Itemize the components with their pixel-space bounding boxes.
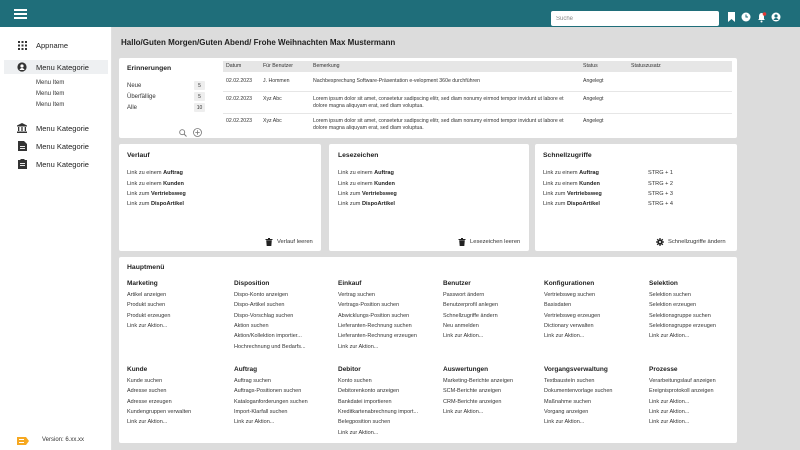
user-icon[interactable] xyxy=(770,11,782,23)
link-target: Kunden xyxy=(374,181,395,187)
menu-item-link[interactable]: Link zur Aktion... xyxy=(127,419,168,426)
menu-item-link[interactable]: Import-Klarfall suchen xyxy=(234,408,288,415)
menu-section-heading: Einkauf xyxy=(338,280,362,287)
menu-item-link[interactable]: Link zur Aktion... xyxy=(649,398,690,405)
menu-section-heading: Disposition xyxy=(234,280,270,287)
trash-icon xyxy=(265,238,273,246)
menu-item-link[interactable]: Link zur Aktion... xyxy=(649,408,690,415)
trash-icon xyxy=(458,238,466,246)
cell-note: Lorem ipsum dolor sit amet, consetetur sadipscing elitr, sed diam nonumy eirmod tempor invidunt ut labore et dolore magna aliquyam erat, sed diam voluptua. xyxy=(313,118,564,131)
menu-item-link[interactable]: Selektion erzeugen xyxy=(649,302,697,309)
clear-history-button[interactable] xyxy=(265,238,313,246)
column-header[interactable]: Status xyxy=(583,63,598,69)
sidebar xyxy=(0,27,112,450)
quick-access-link[interactable] xyxy=(543,191,602,197)
menu-item-link[interactable]: Link zur Aktion... xyxy=(338,343,379,350)
table-row[interactable] xyxy=(223,115,732,136)
button-label: Lesezeichen leeren xyxy=(470,239,521,245)
menu-item-link[interactable]: Dispo-Konto anzeigen xyxy=(234,292,289,298)
keyboard-shortcut: STRG + 3 xyxy=(648,191,674,197)
menu-item-link[interactable]: Vertriebsweg suchen xyxy=(544,292,596,298)
reminder-filter-overdue[interactable] xyxy=(127,92,205,101)
menu-item-link[interactable]: Link zur Aktion... xyxy=(649,419,690,426)
filter-label: Alle xyxy=(127,104,138,111)
menu-item-link[interactable]: Dictionary verwalten xyxy=(544,322,594,329)
main-menu-title: Hauptmenü xyxy=(127,264,165,271)
sidebar-item-category-2[interactable] xyxy=(17,121,89,135)
reminder-filter-new[interactable] xyxy=(127,81,205,90)
menu-item-link[interactable]: Selektionsgruppe suchen xyxy=(649,312,711,319)
quick-access-link[interactable] xyxy=(543,181,600,187)
menu-item-link[interactable]: Konto suchen xyxy=(338,378,372,384)
menu-item-link[interactable]: Basisdaten xyxy=(544,302,572,309)
menu-item-link[interactable]: Link zur Aktion... xyxy=(649,333,690,340)
sidebar-subitem[interactable]: Menu Item xyxy=(36,102,65,108)
sidebar-item-category-4[interactable] xyxy=(17,157,89,171)
menu-item-link[interactable]: Link zur Aktion... xyxy=(544,333,585,340)
sidebar-subitem[interactable]: Menu Item xyxy=(36,80,65,86)
history-link[interactable] xyxy=(127,191,186,197)
page-title: Hallo/Guten Morgen/Guten Abend/ Frohe Weihnachten Max Mustermann xyxy=(121,38,396,47)
menu-item-link[interactable]: Dokumentenvorlage suchen xyxy=(544,388,613,395)
menu-item-link[interactable]: Benutzerprofil anlegen xyxy=(443,302,499,309)
filter-label: Neue xyxy=(127,82,142,89)
top-bar xyxy=(0,0,800,27)
version-text: Version: 6.xx.xx xyxy=(42,437,85,443)
menu-section-heading: Marketing xyxy=(127,280,158,287)
link-target: Auftrag xyxy=(579,170,599,176)
link-prefix: Link zu einem xyxy=(543,181,580,187)
menu-item-link[interactable]: Link zur Aktion... xyxy=(544,419,585,426)
search-input[interactable] xyxy=(551,11,719,26)
history-link[interactable] xyxy=(127,181,184,187)
link-target: DispoArtikel xyxy=(566,201,600,207)
keyboard-shortcut: STRG + 2 xyxy=(648,181,674,187)
menu-item-link[interactable]: Bankdatei importieren xyxy=(338,398,392,405)
menu-item-link[interactable]: SCM-Berichte anzeigen xyxy=(443,388,502,395)
version-info xyxy=(17,434,84,446)
document-icon xyxy=(17,141,27,151)
link-prefix: Link zum xyxy=(543,201,567,207)
bookmark-link[interactable] xyxy=(338,201,395,207)
menu-item-link[interactable]: Selektion suchen xyxy=(649,292,691,298)
bookmark-link[interactable] xyxy=(338,181,395,187)
link-target: Kunden xyxy=(579,181,600,187)
clear-bookmarks-button[interactable] xyxy=(458,238,520,246)
menu-item-link[interactable]: Vertrags-Position suchen xyxy=(338,302,400,309)
menu-item-link[interactable]: Neu anmelden xyxy=(443,322,479,329)
menu-section-heading: Auswertungen xyxy=(443,366,489,373)
menu-item-link[interactable]: Belegposition suchen xyxy=(338,419,391,426)
menu-item-link[interactable]: Kreditkartenabrechnung import... xyxy=(338,408,419,415)
link-target: Vertriebsweg xyxy=(361,191,397,197)
quick-access-link[interactable] xyxy=(543,201,600,207)
menu-item-link[interactable]: CRM-Berichte anzeigen xyxy=(443,398,502,405)
menu-item-link[interactable]: Dispo-Artikel suchen xyxy=(234,302,285,309)
menu-item-link[interactable]: Vertriebsweg erzeugen xyxy=(544,312,601,319)
grid-icon xyxy=(17,40,27,50)
notification-bell-icon[interactable] xyxy=(755,11,767,23)
bookmark-icon[interactable] xyxy=(725,11,737,23)
bookmarks-title: Lesezeichen xyxy=(338,152,379,159)
bookmark-link[interactable] xyxy=(338,170,394,176)
clock-icon[interactable] xyxy=(740,11,752,23)
hamburger-menu-icon[interactable] xyxy=(14,9,27,19)
bookmark-link[interactable] xyxy=(338,191,397,197)
reminders-table-header xyxy=(223,61,732,72)
header-icons xyxy=(725,11,782,23)
cell-date: 02.02.2023 xyxy=(226,78,252,84)
sidebar-app-name[interactable] xyxy=(17,38,68,52)
menu-item-link[interactable]: Produkt erzeugen xyxy=(127,312,171,319)
keyboard-shortcut: STRG + 4 xyxy=(648,201,674,207)
menu-item-link[interactable]: Link zur Aktion... xyxy=(443,333,484,340)
link-target: Vertriebsweg xyxy=(150,191,186,197)
menu-item-link[interactable]: Produkt suchen xyxy=(127,302,166,309)
table-row[interactable] xyxy=(223,73,732,92)
cell-status: Angelegt xyxy=(583,96,604,102)
column-header[interactable]: Bemerkung xyxy=(313,63,340,69)
bank-icon xyxy=(17,123,27,133)
link-prefix: Link zum xyxy=(543,191,567,197)
sidebar-item-label: Menu Kategorie xyxy=(36,62,89,72)
menu-item-link[interactable]: Kunde suchen xyxy=(127,378,163,384)
reminder-filter-all[interactable] xyxy=(127,103,205,112)
menu-section-heading: Kunde xyxy=(127,366,148,373)
menu-section-heading: Auftrag xyxy=(234,366,258,373)
filter-count: 10 xyxy=(194,103,205,112)
filter-count: 5 xyxy=(194,81,205,90)
link-prefix: Link zu einem xyxy=(127,170,164,176)
table-row[interactable] xyxy=(223,93,732,114)
menu-item-link[interactable]: Verarbeitungslauf anzeigen xyxy=(649,378,716,384)
button-label: Schnellzugriffe ändern xyxy=(668,239,726,245)
menu-item-link[interactable]: Hochrechnung und Bedarfs... xyxy=(234,343,306,350)
menu-item-link[interactable]: Kataloganforderungen suchen xyxy=(234,398,308,405)
cell-note: Lorem ipsum dolor sit amet, consetetur sadipscing elitr, sed diam nonumy eirmod tempor invidunt ut labore et dolore magna aliquyam erat, sed diam voluptua. xyxy=(313,96,564,109)
menu-item-link[interactable]: Auftrags-Positionen suchen xyxy=(234,388,302,395)
cell-user: Xyz Abc xyxy=(263,118,282,124)
column-header[interactable]: Statuszusatz xyxy=(631,63,661,69)
column-header[interactable]: Datum xyxy=(226,63,242,69)
menu-item-link[interactable]: Ereignisprotokoll anzeigen xyxy=(649,388,714,395)
history-card xyxy=(119,144,321,251)
cell-date: 02.02.2023 xyxy=(226,96,252,102)
menu-item-link[interactable]: Adresse erzeugen xyxy=(127,398,172,405)
account-circle-icon xyxy=(17,62,27,72)
menu-item-link[interactable]: Link zur Aktion... xyxy=(338,429,379,436)
link-prefix: Link zu einem xyxy=(338,181,375,187)
cell-user: J. Hommen xyxy=(263,78,290,84)
sidebar-item-category-3[interactable] xyxy=(17,139,89,153)
menu-item-link[interactable]: Marketing-Berichte anzeigen xyxy=(443,378,514,384)
menu-item-link[interactable]: Passwort ändern xyxy=(443,292,485,298)
menu-item-link[interactable]: Dispo-Vorschlag suchen xyxy=(234,312,294,319)
menu-item-link[interactable]: Abwicklungs-Position suchen xyxy=(338,312,410,319)
sidebar-subitem[interactable]: Menu Item xyxy=(36,91,65,97)
link-target: Auftrag xyxy=(163,170,183,176)
menu-item-link[interactable]: Debitorenkonto anzeigen xyxy=(338,388,400,395)
menu-item-link[interactable]: Adresse suchen xyxy=(127,388,167,395)
link-prefix: Link zu einem xyxy=(338,170,375,176)
link-prefix: Link zum xyxy=(127,201,151,207)
brand-logo-icon xyxy=(17,434,29,446)
app-name: Appname xyxy=(36,40,69,50)
quick-access-card xyxy=(535,144,737,251)
edit-quick-access-button[interactable] xyxy=(656,238,726,246)
sidebar-item-label: Menu Kategorie xyxy=(36,123,89,133)
link-prefix: Link zum xyxy=(127,191,151,197)
link-prefix: Link zum xyxy=(338,201,362,207)
sidebar-item-label: Menu Kategorie xyxy=(36,141,89,151)
link-target: Auftrag xyxy=(374,170,394,176)
menu-item-link[interactable]: Artikel anzeigen xyxy=(127,292,167,298)
clipboard-icon xyxy=(17,159,27,169)
menu-item-link[interactable]: Vertrag suchen xyxy=(338,292,375,298)
menu-item-link[interactable]: Aktion suchen xyxy=(234,322,269,329)
menu-item-link[interactable]: Link zur Aktion... xyxy=(443,408,484,415)
menu-item-link[interactable]: Kundengruppen verwalten xyxy=(127,408,192,415)
menu-item-link[interactable]: Aktion/Kollektion importier... xyxy=(234,333,302,340)
quick-access-title: Schnellzugriffe xyxy=(543,152,592,159)
menu-item-link[interactable]: Link zur Aktion... xyxy=(234,419,275,426)
menu-item-link[interactable]: Auftrag suchen xyxy=(234,378,271,384)
gear-icon xyxy=(656,238,664,246)
link-target: Kunden xyxy=(163,181,184,187)
history-link[interactable] xyxy=(127,170,183,176)
history-title: Verlauf xyxy=(127,152,150,159)
quick-access-link[interactable] xyxy=(543,170,599,176)
add-circle-icon[interactable] xyxy=(193,124,202,142)
sidebar-item-label: Menu Kategorie xyxy=(36,159,89,169)
main-menu-card xyxy=(119,257,737,443)
menu-item-link[interactable]: Textbausteín suchen xyxy=(544,378,595,384)
link-prefix: Link zum xyxy=(338,191,362,197)
link-target: DispoArtikel xyxy=(361,201,395,207)
menu-item-link[interactable]: Lieferanten-Rechnung erzeugen xyxy=(338,333,417,340)
link-target: DispoArtikel xyxy=(150,201,184,207)
history-link[interactable] xyxy=(127,201,184,207)
bookmarks-card xyxy=(329,144,529,251)
link-prefix: Link zu einem xyxy=(127,181,164,187)
menu-item-link[interactable]: Vorgang anzeigen xyxy=(544,408,589,415)
menu-item-link[interactable]: Link zur Aktion... xyxy=(127,322,168,329)
cell-user: Xyz Abc xyxy=(263,96,282,102)
menu-section-heading: Vorgangsverwaltung xyxy=(544,366,608,373)
menu-section-heading: Prozesse xyxy=(649,366,678,373)
link-target: Vertriebsweg xyxy=(566,191,602,197)
menu-section-heading: Konfigurationen xyxy=(544,280,595,287)
menu-item-link[interactable]: Schnellzugriffe ändern xyxy=(443,312,498,319)
menu-item-link[interactable]: Selektionsgruppe erzeugen xyxy=(649,322,716,329)
cell-date: 02.02.2023 xyxy=(226,118,252,124)
cell-status: Angelegt xyxy=(583,118,604,124)
menu-section-heading: Benutzer xyxy=(443,280,471,287)
sidebar-item-category-1[interactable] xyxy=(17,60,89,74)
menu-item-link[interactable]: Maßnahme suchen xyxy=(544,398,592,405)
filter-count: 5 xyxy=(194,92,205,101)
filter-label: Überfällige xyxy=(127,93,156,100)
link-prefix: Link zu einem xyxy=(543,170,580,176)
column-header[interactable]: Für Benutzer xyxy=(263,63,293,69)
cell-status: Angelegt xyxy=(583,78,604,84)
menu-item-link[interactable]: Lieferanten-Rechnung suchen xyxy=(338,322,412,329)
cell-note: Nachbesprechung Software-Präsentation e-velopment 360e durchführen xyxy=(313,78,480,84)
menu-section-heading: Selektion xyxy=(649,280,678,287)
button-label: Verlauf leeren xyxy=(277,239,313,245)
reminders-title: Erinnerungen xyxy=(127,65,172,72)
keyboard-shortcut: STRG + 1 xyxy=(648,170,674,176)
search-icon[interactable] xyxy=(179,124,187,142)
menu-section-heading: Debitor xyxy=(338,366,361,373)
